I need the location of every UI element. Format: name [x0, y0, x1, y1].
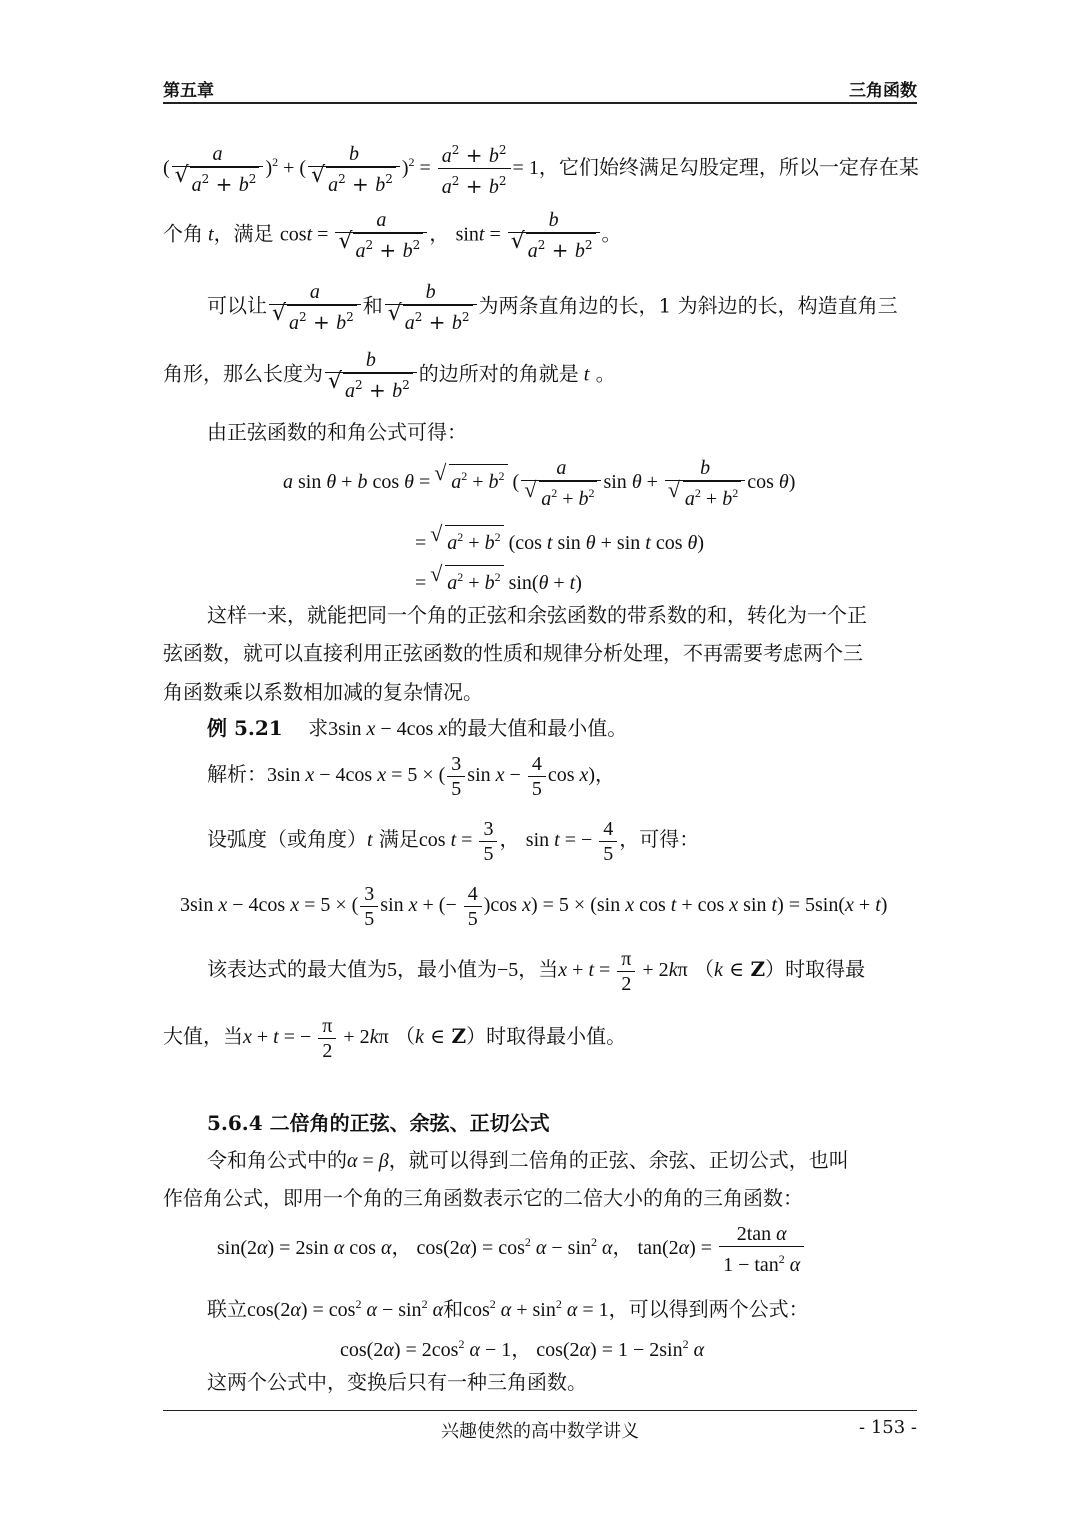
combine-line: 联立$\cos(2\alpha) = \cos^2 \alpha - \sin^2 \alpha$和$\cos^2 \alpha + \sin^2 \alpha = 1$，可以得到两个公式：	[207, 1297, 809, 1321]
section-intro-line-1: 令和角公式中的α = β，就可以得到二倍角的正弦、余弦、正切公式，也叫	[207, 1148, 849, 1172]
pythagorean-identity-line: ( a √ $a^2 + b^2$ )$^2$ + ( b √ $a^2 + b^2$ )$^2$ = $\frac{a^2 + b^2}{a^2 + b^2}$ = 1，它们始终满足勾股定理，所以一定存在某	[163, 138, 919, 199]
paragraph-text: 角函数乘以系数相加减的复杂情况。	[163, 680, 483, 704]
right-triangle-line: 可以让 a √ $a^2 + b^2$ 和 b √ $a^2 + b^2$ 为两条直角边的长，1 为斜边的长，构造直角三	[207, 280, 898, 334]
opposite-angle-line: 角形，那么长度为 b √ $a^2 + b^2$ 的边所对的角就是 t 。	[163, 348, 616, 402]
min-value-line: 大值，当x + t = − $\frac{\pi}{2}$ + 2kπ （k ∈ Z）时取得最小值。	[163, 1015, 627, 1062]
derivation-line-1: a sin θ + b cos θ = √ $a^2 + b^2$ ( a √ $a^2 + b^2$ sin θ + b √ $a^2 + b^2$ cos θ)	[283, 456, 795, 511]
solution-line: 解析：3sin x − 4cos x = 5 × ( $\frac{3}{5}$ sin x − $\frac{4}{5}$ cos x)，	[207, 753, 616, 800]
book-title: 兴趣使然的高中数学讲义	[441, 1421, 639, 1442]
derivation-line-2: = √ $a^2 + b^2$ (cos t sin θ + sin t cos θ)	[415, 525, 704, 555]
page-header	[163, 74, 917, 104]
section-heading: 5.6.4 二倍角的正弦、余弦、正切公式	[207, 1111, 550, 1135]
angle-t-line: 个角 t，满足 cost = a √ $a^2 + b^2$ ， sint = b √ $a^2 + b^2$ 。	[163, 208, 622, 262]
paragraph-text: ，它们始终满足勾股定理，所以一定存在某	[538, 155, 919, 179]
cos-double-angle-variants: $\cos(2\alpha) = 2\cos^2$ α − 1， $\cos(2\alpha) = 1 - 2\sin^2$ α	[340, 1337, 705, 1361]
set-angle-line: 设弧度（或角度）t 满足cos t = $\frac{3}{5}$ ， sin t = − $\frac{4}{5}$ ，可得：	[207, 818, 700, 865]
paragraph-text: 这样一来，就能把同一个角的正弦和余弦函数的带系数的和，转化为一个正	[207, 603, 867, 627]
double-angle-formulas: sin(2α) = 2sin α cos α， $\cos(2\alpha) = \cos^2 \alpha - \sin^2 \alpha$， tan(2α) = $\frac{\text{2tan α}}{1 - \tan^2 \alpha}$	[217, 1222, 806, 1277]
paragraph-text: 作倍角公式，即用一个角的三角函数表示它的二倍大小的角的三角函数：	[163, 1186, 803, 1210]
paragraph-text: 弦函数，就可以直接利用正弦函数的性质和规律分析处理，不再需要考虑两个三	[163, 641, 863, 665]
page-footer	[163, 1410, 917, 1451]
page-number: - 153 -	[859, 1417, 917, 1438]
paragraph-text: 这两个公式中，变换后只有一种三角函数。	[207, 1370, 587, 1394]
example-5-21: 例 5.21 求3sin x − 4cos x的最大值和最小值。	[207, 716, 628, 740]
derivation-line-3: = √ $a^2 + b^2$ sin(θ + t)	[415, 565, 582, 595]
solution-equation: 3sin x − 4cos x = 5 × ( $\frac{3}{5}$ sin x + (− $\frac{4}{5}$ )cos x) = 5 × (sin x cos t + cos x sin t) = 5sin(x + t)	[180, 883, 888, 930]
topic-label: 三角函数	[849, 81, 917, 101]
paragraph-text: 由正弦函数的和角公式可得：	[207, 420, 467, 444]
example-label: 例 5.21	[207, 716, 283, 740]
chapter-label: 第五章	[163, 81, 214, 101]
max-value-line: 该表达式的最大值为5，最小值为−5，当x + t = $\frac{\pi}{2}$ + 2kπ （k ∈ Z）时取得最	[207, 948, 866, 995]
